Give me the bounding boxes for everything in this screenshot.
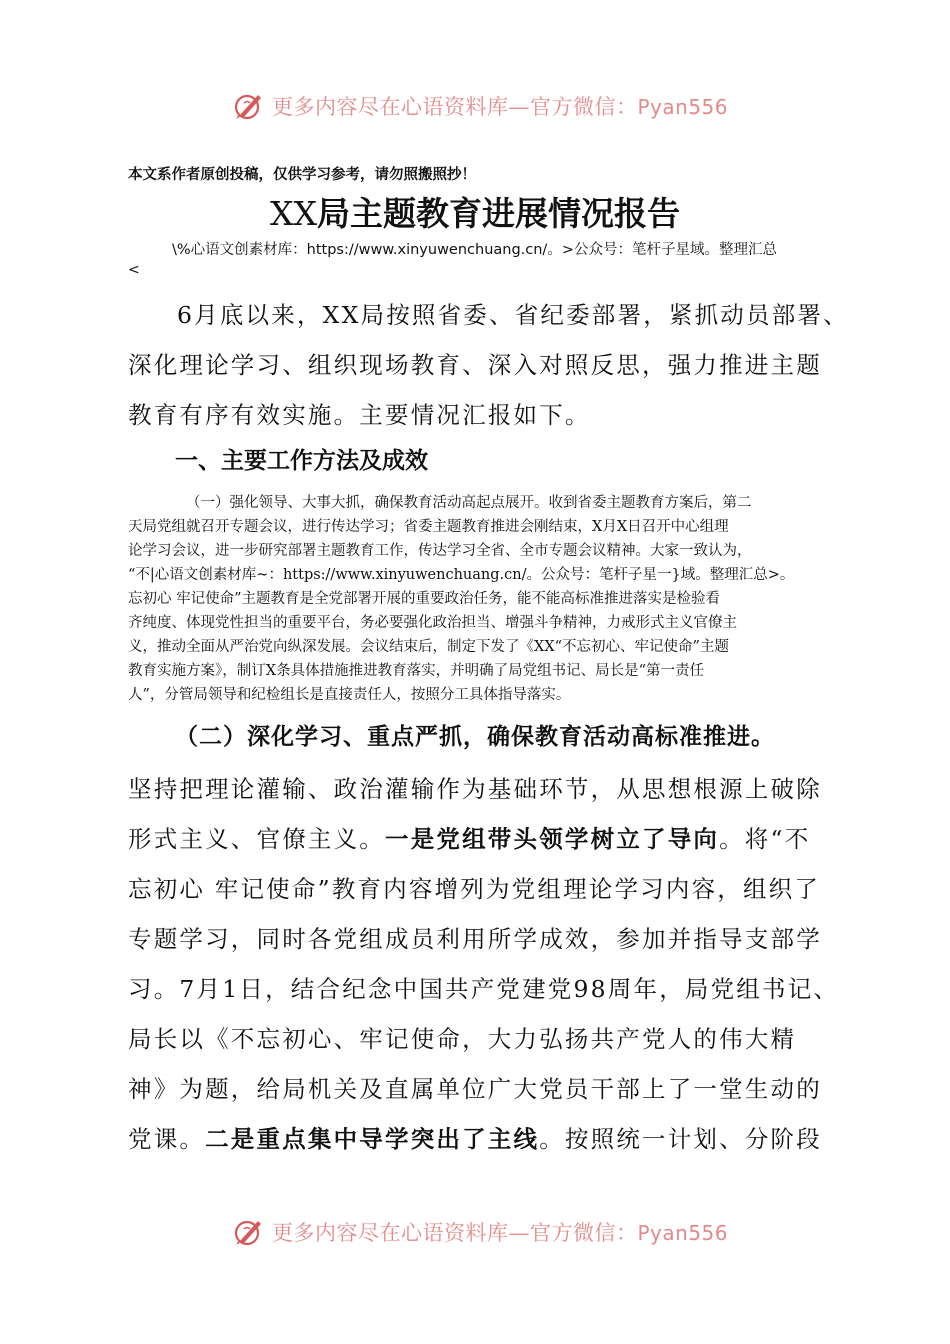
watermark-text: 更多内容尽在心语资料库—官方微信：Pyan556 (272, 1221, 729, 1245)
paragraph-line: “不|心语文创素材库~：https://www.xinyuwenchuang.cn/。公众号：笔杆子星一}域。整理汇总>。 (128, 567, 795, 583)
paragraph-line: 论学习会议，进一步研究部署主题教育工作，传达学习全省、全市专题会议精神。大家一致认为， (128, 543, 752, 559)
paragraph-line: （一）强化领导、大事大抓，确保教育活动高起点展开。收到省委主题教育方案后，第二 (186, 495, 752, 511)
section-heading: 一、主要工作方法及成效 (175, 448, 428, 474)
subsection-heading: （二）深化学习、重点严抓，确保教育活动高标准推进。 (175, 723, 775, 750)
body-line-4: 专题学习，同时各党组成员利用所学成效，参加并指导支部学 (128, 925, 822, 953)
paragraph-line: 教育实施方案》，制订X条具体措施推进教育落实，并明确了局党组书记、局长是“第一责任 (128, 663, 704, 679)
watermark-top (232, 86, 728, 126)
body-line-2: 形式主义、官僚主义。一是党组带头领学树立了导向。将“不 (128, 825, 811, 853)
paragraph-line: 人”，分管局领导和纪检组长是直接责任人，按照分工具体指导落实。 (128, 687, 571, 703)
key-point-1: 一是党组带头领学树立了导向 (385, 825, 720, 853)
body-line-6: 局长以《不忘初心、牢记使命，大力弘扬共产党人的伟大精 (128, 1025, 797, 1053)
body-line-1: 坚持把理论灌输、政治灌输作为基础环节，从思想根源上破除 (128, 775, 822, 803)
paragraph-line: 天局党组就召开专题会议，进行传达学习；省委主题教育推进会刚结束，X月X日召开中心组理 (128, 519, 729, 535)
paragraph-line: 义，推动全面从严治党向纵深发展。会议结束后，制定下发了《XX“不忘初心、牢记使命”主题 (128, 639, 729, 655)
watermark-text: 更多内容尽在心语资料库—官方微信：Pyan556 (272, 95, 729, 119)
watermark-bottom (232, 1212, 728, 1252)
intro-line-1: 6月底以来，XX局按照省委、省纪委部署，紧抓动员部署、 (177, 301, 849, 329)
source-line: \%心语文创素材库：https://www.xinyuwenchuang.cn/。>公众号：笔杆子星域。整理汇总 (172, 242, 777, 258)
pen-logo-icon (232, 1215, 266, 1249)
key-point-2: 二是重点集中导学突出了主线 (205, 1125, 540, 1153)
body-line-8: 党课。二是重点集中导学突出了主线。按照统一计划、分阶段 (128, 1125, 822, 1153)
body-line-5: 习。7月1日，结合纪念中国共产党建党98周年，局党组书记、 (128, 975, 840, 1003)
pen-logo-icon (232, 89, 266, 123)
copyright-notice: 本文系作者原创投稿，仅供学习参考，请勿照搬照抄！ (128, 166, 476, 183)
body-line-3: 忘初心 牢记使命”教育内容增列为党组理论学习内容，组织了 (128, 875, 821, 903)
paragraph-line: 忘初心 牢记使命”主题教育是全党部署开展的重要政治任务，能不能高标准推进落实是检验看 (128, 591, 721, 607)
stray-char: < (128, 262, 140, 278)
intro-line-2: 深化理论学习、组织现场教育、深入对照反思，强力推进主题 (128, 351, 822, 379)
page-title: XX局主题教育进展情况报告 (270, 194, 680, 233)
body-line-7: 神》为题，给局机关及直属单位广大党员干部上了一堂生动的 (128, 1075, 822, 1103)
paragraph-line: 齐纯度、体现党性担当的重要平台，务必要强化政治担当、增强斗争精神，力戒形式主义官僚主 (128, 615, 737, 631)
intro-line-3: 教育有序有效实施。主要情况汇报如下。 (128, 401, 591, 429)
